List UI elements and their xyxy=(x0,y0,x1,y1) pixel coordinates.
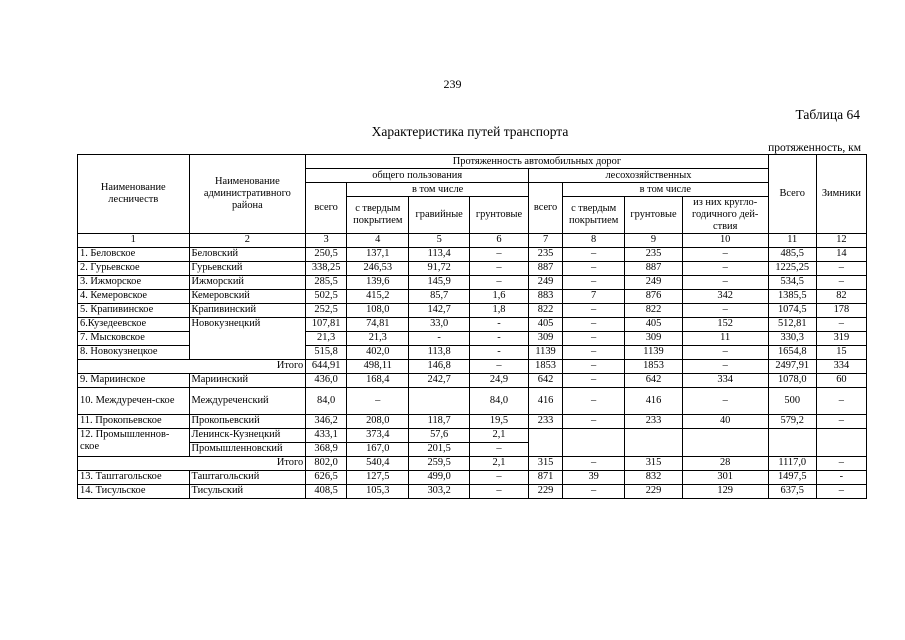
cell-value: 146,8 xyxy=(409,359,469,373)
cell-value: – xyxy=(682,359,768,373)
cell-district: Гурьевский xyxy=(189,261,306,275)
cell-value: 127,5 xyxy=(347,470,409,484)
cell-value: 309 xyxy=(529,331,563,345)
cell-district: Новокузнецкий xyxy=(189,317,306,359)
cell-value: – xyxy=(469,247,528,261)
column-number: 10 xyxy=(682,233,768,247)
cell-value: 250,5 xyxy=(306,247,347,261)
cell-empty xyxy=(529,428,563,456)
cell-value: 342 xyxy=(682,289,768,303)
table-label: Таблица 64 xyxy=(795,107,860,122)
cell-value: – xyxy=(816,387,866,414)
cell-value: 142,7 xyxy=(409,303,469,317)
cell-value: 1654,8 xyxy=(768,345,816,359)
cell-forestry: 9. Мариинское xyxy=(78,373,190,387)
cell-value: 118,7 xyxy=(409,414,469,428)
cell-value: 346,2 xyxy=(306,414,347,428)
table-row xyxy=(78,373,867,387)
cell-value: - xyxy=(409,331,469,345)
cell-value: 871 xyxy=(529,470,563,484)
cell-value: – xyxy=(816,414,866,428)
cell-value: 319 xyxy=(816,331,866,345)
header-all-season: из них кругло-годичного дей-ствия xyxy=(682,197,768,234)
cell-total-label: Итого xyxy=(78,359,306,373)
table-row xyxy=(78,303,867,317)
cell-value: 113,4 xyxy=(409,247,469,261)
cell-value: - xyxy=(469,317,528,331)
header-roads-length: Протяженность автомобильных дорог xyxy=(306,155,769,169)
column-number: 2 xyxy=(189,233,306,247)
cell-value: 416 xyxy=(625,387,682,414)
cell-value: 642 xyxy=(529,373,563,387)
cell-value: – xyxy=(682,303,768,317)
table-row xyxy=(78,414,867,428)
cell-value: 515,8 xyxy=(306,345,347,359)
cell-value: 303,2 xyxy=(409,484,469,498)
cell-forestry: 10. Междуречен-ское xyxy=(78,387,190,414)
column-number: 4 xyxy=(347,233,409,247)
cell-value: 485,5 xyxy=(768,247,816,261)
cell-value: – xyxy=(816,484,866,498)
cell-value: 246,53 xyxy=(347,261,409,275)
cell-value: 637,5 xyxy=(768,484,816,498)
column-number: 12 xyxy=(816,233,866,247)
cell-value: – xyxy=(682,275,768,289)
cell-value: – xyxy=(469,484,528,498)
cell-district: Прокопьевский xyxy=(189,414,306,428)
cell-value: 416 xyxy=(529,387,563,414)
cell-value: – xyxy=(562,484,624,498)
cell-value: 21,3 xyxy=(306,331,347,345)
table-row xyxy=(78,484,867,498)
cell-forestry: 2. Гурьевское xyxy=(78,261,190,275)
cell-forestry: 5. Крапивинское xyxy=(78,303,190,317)
cell-empty xyxy=(682,428,768,456)
cell-value: 145,9 xyxy=(409,275,469,289)
cell-value: 235 xyxy=(529,247,563,261)
cell-value: – xyxy=(469,261,528,275)
cell-value: 84,0 xyxy=(469,387,528,414)
cell-value: 1074,5 xyxy=(768,303,816,317)
cell-value: 368,9 xyxy=(306,442,347,456)
cell-value: 822 xyxy=(529,303,563,317)
cell-district: Беловский xyxy=(189,247,306,261)
header-forestry-roads: лесохозяйственных xyxy=(529,169,769,183)
cell-value: 107,81 xyxy=(306,317,347,331)
cell-forestry: 13. Таштагольское xyxy=(78,470,190,484)
header-winter: Зимники xyxy=(816,155,866,234)
cell-value: 2,1 xyxy=(469,428,528,442)
cell-district: Кемеровский xyxy=(189,289,306,303)
column-number: 9 xyxy=(625,233,682,247)
cell-value xyxy=(409,387,469,414)
cell-value: 1078,0 xyxy=(768,373,816,387)
header-public-use: общего пользования xyxy=(306,169,529,183)
cell-value: 334 xyxy=(682,373,768,387)
cell-value: 105,3 xyxy=(347,484,409,498)
cell-value: 113,8 xyxy=(409,345,469,359)
cell-value: 28 xyxy=(682,456,768,470)
header-gravel: гравийные xyxy=(409,197,469,234)
cell-value: 33,0 xyxy=(409,317,469,331)
header-hard-surface: с твердым покрытием xyxy=(562,197,624,234)
cell-value: 832 xyxy=(625,470,682,484)
cell-forestry: 7. Мысковское xyxy=(78,331,190,345)
cell-value: 168,4 xyxy=(347,373,409,387)
cell-district: Таштагольский xyxy=(189,470,306,484)
total-row xyxy=(78,456,867,470)
cell-value: 82 xyxy=(816,289,866,303)
cell-value: - xyxy=(816,470,866,484)
total-row xyxy=(78,359,867,373)
cell-value: 402,0 xyxy=(347,345,409,359)
cell-value: 502,5 xyxy=(306,289,347,303)
cell-value: 233 xyxy=(625,414,682,428)
column-number: 3 xyxy=(306,233,347,247)
header-hard-surface: с твердым покрытием xyxy=(347,197,409,234)
cell-value: 642 xyxy=(625,373,682,387)
cell-value: 24,9 xyxy=(469,373,528,387)
header-dirt: грунтовые xyxy=(469,197,528,234)
cell-empty xyxy=(768,428,816,456)
cell-value: 178 xyxy=(816,303,866,317)
header-dirt: грунтовые xyxy=(625,197,682,234)
cell-value: – xyxy=(469,442,528,456)
cell-value: - xyxy=(469,345,528,359)
cell-value: 1139 xyxy=(529,345,563,359)
cell-value: 540,4 xyxy=(347,456,409,470)
cell-value: 208,0 xyxy=(347,414,409,428)
cell-value: – xyxy=(562,456,624,470)
transport-table xyxy=(77,154,867,499)
cell-value: – xyxy=(682,345,768,359)
cell-district: Ленинск-Кузнецкий xyxy=(189,428,306,442)
header-grand-total: Всего xyxy=(768,155,816,234)
header-forestry-including: в том числе xyxy=(562,183,768,197)
cell-forestry: 8. Новокузнецкое xyxy=(78,345,190,359)
cell-value: 802,0 xyxy=(306,456,347,470)
cell-forestry: 6.Кузедеевское xyxy=(78,317,190,331)
table-row xyxy=(78,428,867,442)
cell-value: 259,5 xyxy=(409,456,469,470)
cell-value: 498,11 xyxy=(347,359,409,373)
cell-value: 579,2 xyxy=(768,414,816,428)
cell-value: - xyxy=(469,331,528,345)
column-number: 11 xyxy=(768,233,816,247)
cell-value: 301 xyxy=(682,470,768,484)
cell-value: 1497,5 xyxy=(768,470,816,484)
cell-district: Крапивинский xyxy=(189,303,306,317)
cell-value: 887 xyxy=(625,261,682,275)
cell-value: 1,6 xyxy=(469,289,528,303)
cell-value: 822 xyxy=(625,303,682,317)
column-number-row xyxy=(78,233,867,247)
cell-value: 1,8 xyxy=(469,303,528,317)
column-number: 8 xyxy=(562,233,624,247)
cell-value: – xyxy=(562,247,624,261)
page-number: 239 xyxy=(443,77,462,91)
header-district: Наименование административного района xyxy=(189,155,306,234)
table-row xyxy=(78,289,867,303)
cell-value: – xyxy=(816,275,866,289)
cell-value: – xyxy=(562,331,624,345)
cell-value: – xyxy=(682,387,768,414)
cell-value: 644,91 xyxy=(306,359,347,373)
cell-district: Ижморский xyxy=(189,275,306,289)
cell-value: 285,5 xyxy=(306,275,347,289)
cell-value: – xyxy=(816,261,866,275)
cell-value: 235 xyxy=(625,247,682,261)
column-number: 7 xyxy=(529,233,563,247)
cell-value: 1853 xyxy=(625,359,682,373)
cell-value: 373,4 xyxy=(347,428,409,442)
cell-value: 433,1 xyxy=(306,428,347,442)
cell-forestry: 14. Тисульское xyxy=(78,484,190,498)
cell-value: 883 xyxy=(529,289,563,303)
cell-value: – xyxy=(562,261,624,275)
cell-value: – xyxy=(469,275,528,289)
cell-value: – xyxy=(469,470,528,484)
column-number: 6 xyxy=(469,233,528,247)
cell-value: – xyxy=(562,414,624,428)
cell-value: 229 xyxy=(529,484,563,498)
cell-value: 14 xyxy=(816,247,866,261)
header-forestry: Наименование лесничеств xyxy=(78,155,190,234)
cell-value: 405 xyxy=(625,317,682,331)
cell-value: 201,5 xyxy=(409,442,469,456)
cell-value: 499,0 xyxy=(409,470,469,484)
cell-forestry: 12. Промышленнов-ское xyxy=(78,428,190,456)
cell-value: 252,5 xyxy=(306,303,347,317)
cell-value: 167,0 xyxy=(347,442,409,456)
table-row xyxy=(78,261,867,275)
cell-value: 74,81 xyxy=(347,317,409,331)
cell-forestry: 4. Кемеровское xyxy=(78,289,190,303)
cell-value: – xyxy=(682,247,768,261)
cell-value: 60 xyxy=(816,373,866,387)
cell-empty xyxy=(562,428,624,456)
cell-value: 1385,5 xyxy=(768,289,816,303)
table-row xyxy=(78,275,867,289)
column-number: 1 xyxy=(78,233,190,247)
cell-value: 1853 xyxy=(529,359,563,373)
cell-forestry: 1. Беловское xyxy=(78,247,190,261)
cell-value: 415,2 xyxy=(347,289,409,303)
cell-value: 500 xyxy=(768,387,816,414)
cell-total-label: Итого xyxy=(78,456,306,470)
cell-value: 2,1 xyxy=(469,456,528,470)
cell-value: 534,5 xyxy=(768,275,816,289)
table-row xyxy=(78,247,867,261)
cell-value: 2497,91 xyxy=(768,359,816,373)
cell-value: 91,72 xyxy=(409,261,469,275)
cell-value: 15 xyxy=(816,345,866,359)
cell-district: Промышленновский xyxy=(189,442,306,456)
cell-value: 436,0 xyxy=(306,373,347,387)
cell-value: – xyxy=(347,387,409,414)
cell-value: 39 xyxy=(562,470,624,484)
column-number: 5 xyxy=(409,233,469,247)
header-forestry-total: всего xyxy=(529,183,563,234)
cell-value: 330,3 xyxy=(768,331,816,345)
cell-value: 315 xyxy=(625,456,682,470)
cell-value: 152 xyxy=(682,317,768,331)
cell-value: 408,5 xyxy=(306,484,347,498)
cell-value: 405 xyxy=(529,317,563,331)
cell-value: – xyxy=(816,456,866,470)
unit-label: протяженность, км xyxy=(768,142,861,154)
cell-value: 139,6 xyxy=(347,275,409,289)
cell-value: 1225,25 xyxy=(768,261,816,275)
table-title: Характеристика путей транспорта xyxy=(371,124,569,139)
cell-value: 249 xyxy=(529,275,563,289)
cell-value: – xyxy=(562,373,624,387)
table-row xyxy=(78,387,867,414)
table-row xyxy=(78,470,867,484)
cell-value: – xyxy=(562,275,624,289)
cell-value: 315 xyxy=(529,456,563,470)
cell-value: 85,7 xyxy=(409,289,469,303)
cell-value: 309 xyxy=(625,331,682,345)
cell-value: – xyxy=(562,303,624,317)
cell-value: 242,7 xyxy=(409,373,469,387)
cell-value: 887 xyxy=(529,261,563,275)
cell-value: 57,6 xyxy=(409,428,469,442)
cell-value: 21,3 xyxy=(347,331,409,345)
header-row xyxy=(78,155,867,169)
cell-value: – xyxy=(562,387,624,414)
cell-value: 1139 xyxy=(625,345,682,359)
cell-value: – xyxy=(562,317,624,331)
cell-value: – xyxy=(816,317,866,331)
cell-value: 334 xyxy=(816,359,866,373)
cell-value: 137,1 xyxy=(347,247,409,261)
cell-value: 108,0 xyxy=(347,303,409,317)
cell-district: Междуреченский xyxy=(189,387,306,414)
cell-value: 1117,0 xyxy=(768,456,816,470)
cell-value: 338,25 xyxy=(306,261,347,275)
table-row xyxy=(78,317,867,331)
cell-empty xyxy=(625,428,682,456)
cell-value: 40 xyxy=(682,414,768,428)
header-public-including: в том числе xyxy=(347,183,529,197)
cell-value: 84,0 xyxy=(306,387,347,414)
cell-value: 19,5 xyxy=(469,414,528,428)
cell-value: 233 xyxy=(529,414,563,428)
header-public-total: всего xyxy=(306,183,347,234)
cell-value: 129 xyxy=(682,484,768,498)
cell-value: – xyxy=(562,359,624,373)
cell-value: 249 xyxy=(625,275,682,289)
cell-value: – xyxy=(469,359,528,373)
cell-district: Тисульский xyxy=(189,484,306,498)
cell-district: Мариинский xyxy=(189,373,306,387)
cell-forestry: 3. Ижморское xyxy=(78,275,190,289)
cell-value: 876 xyxy=(625,289,682,303)
cell-value: 512,81 xyxy=(768,317,816,331)
cell-value: – xyxy=(562,345,624,359)
cell-value: 7 xyxy=(562,289,624,303)
cell-empty xyxy=(816,428,866,456)
cell-value: 11 xyxy=(682,331,768,345)
cell-value: 626,5 xyxy=(306,470,347,484)
cell-value: 229 xyxy=(625,484,682,498)
cell-value: – xyxy=(682,261,768,275)
cell-forestry: 11. Прокопьевское xyxy=(78,414,190,428)
